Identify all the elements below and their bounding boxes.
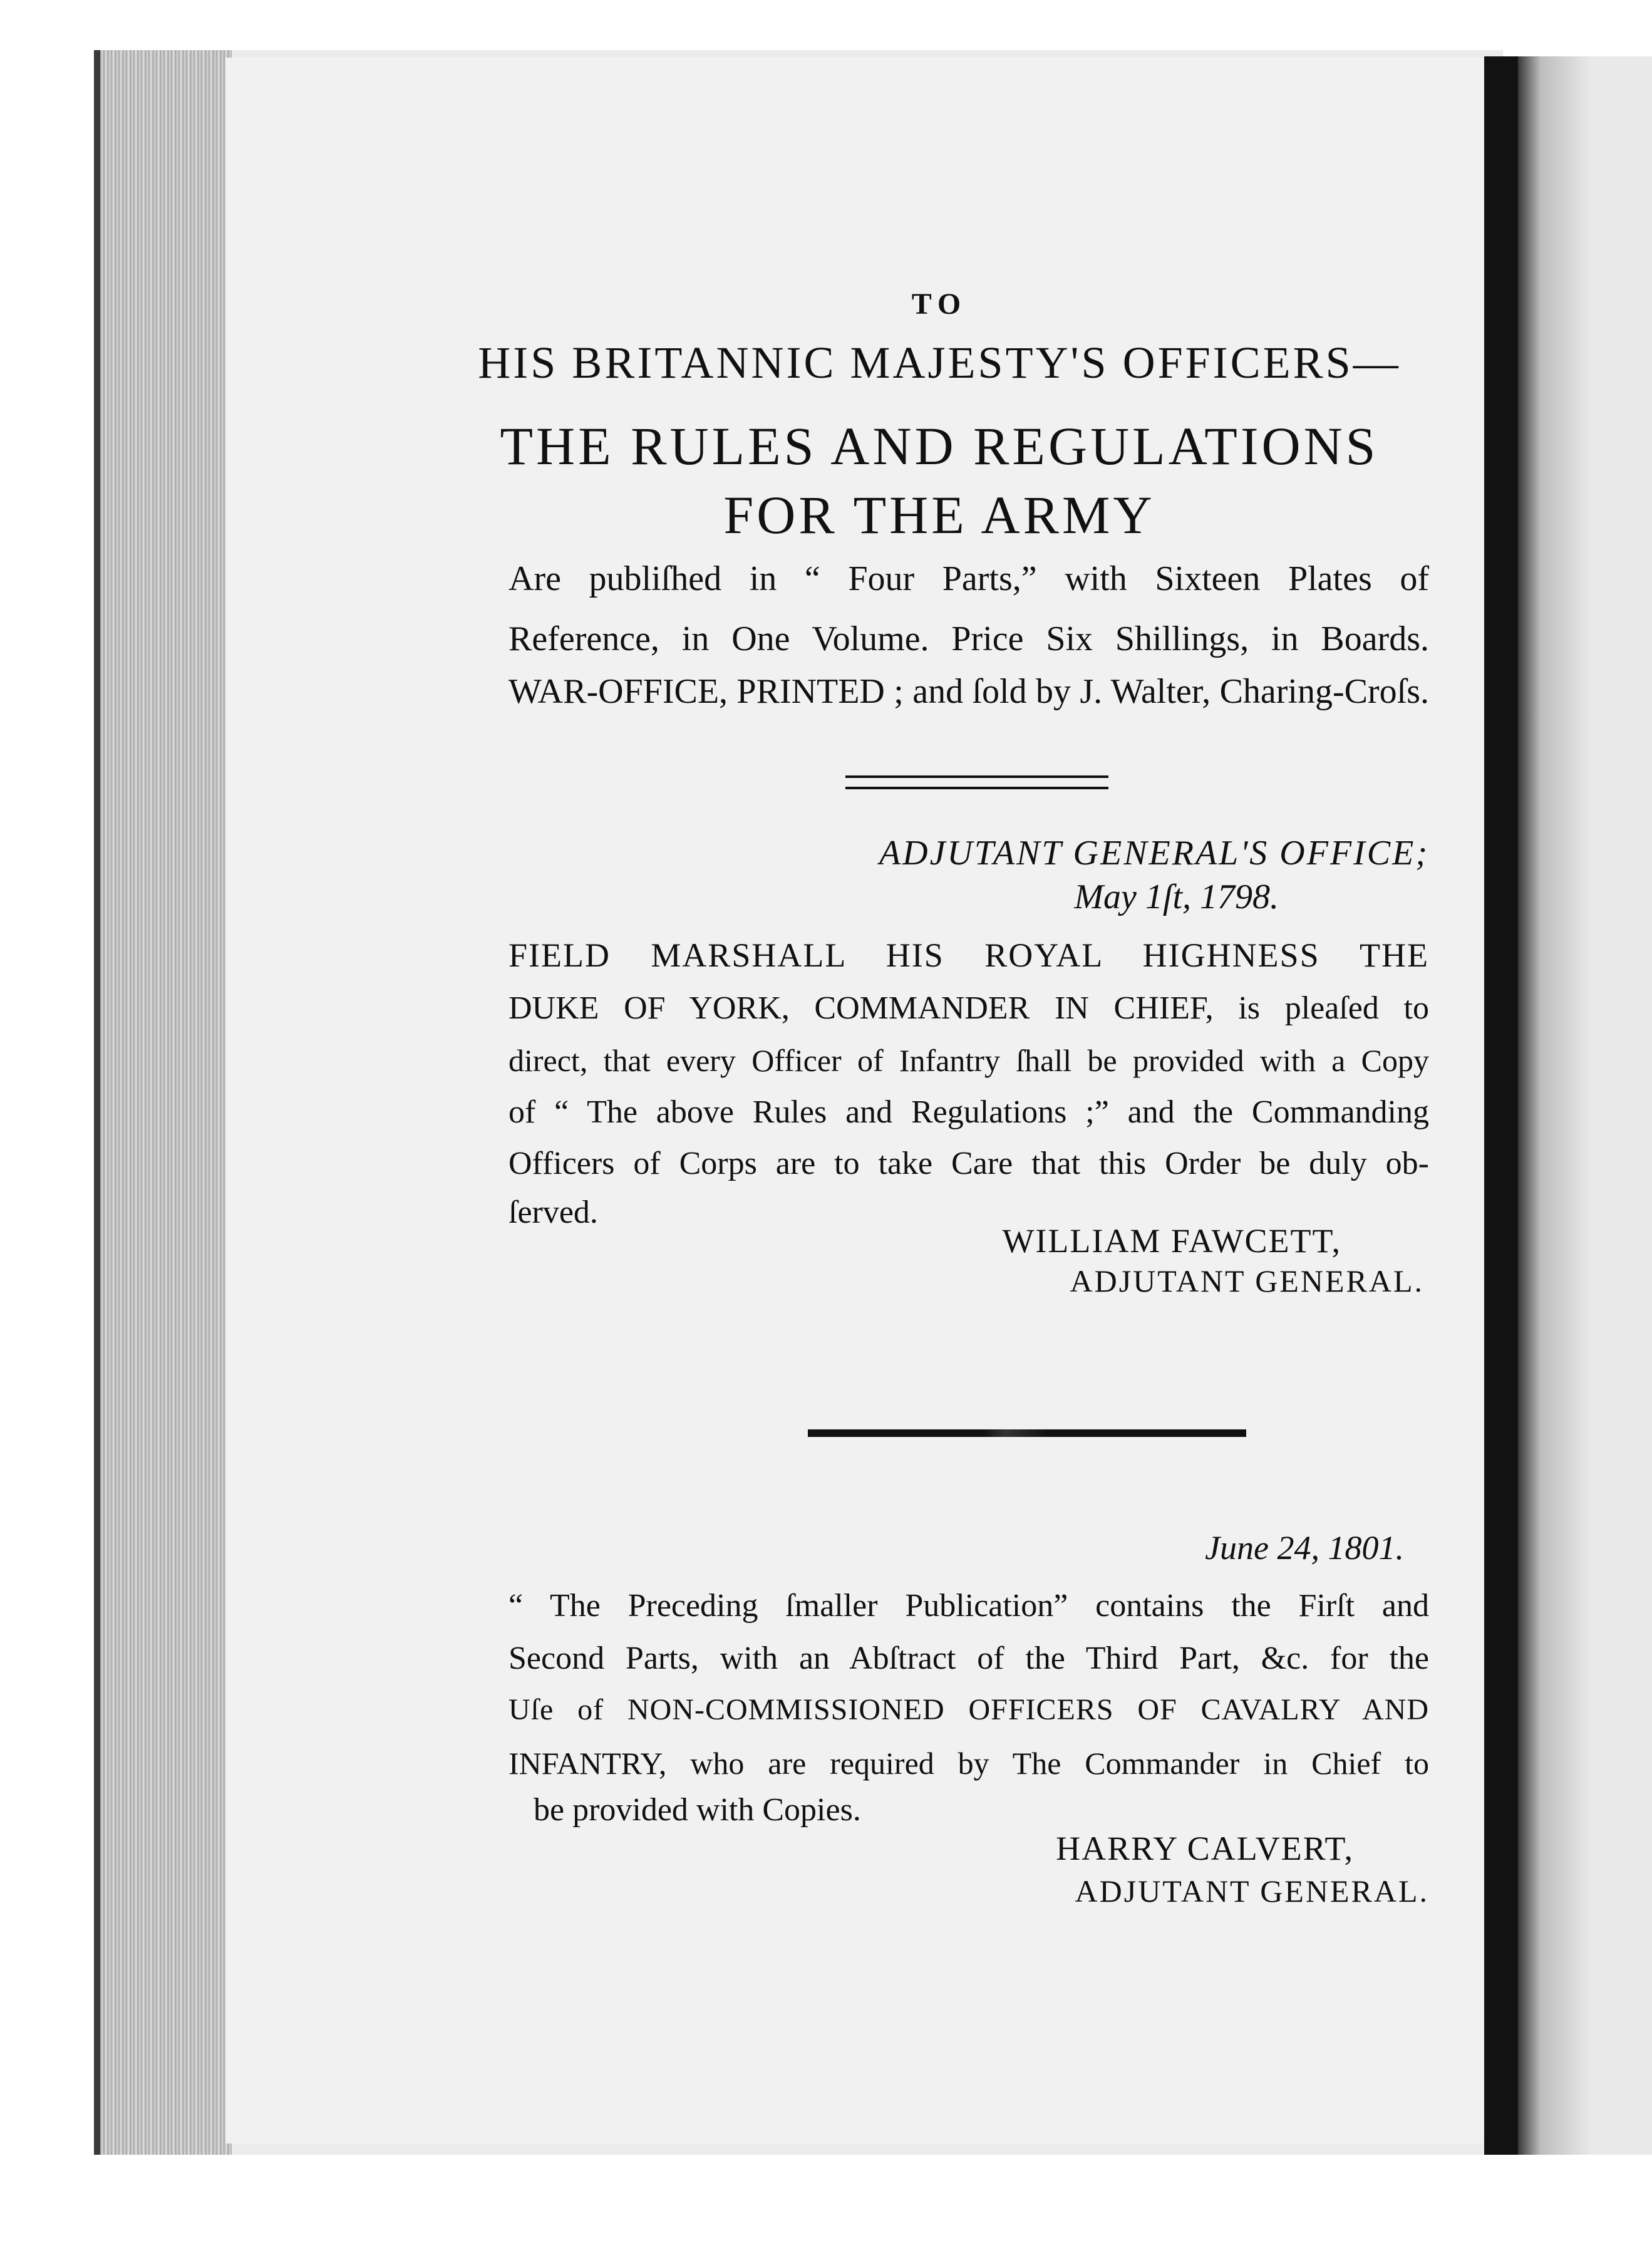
signatory-fawcett-title: ADJUTANT GENERAL.	[1070, 1263, 1424, 1298]
publication-line-2: Reference, in One Volume. Price Six Shillings, in Boards.	[509, 619, 1429, 658]
order-line-6: ſerved.	[509, 1195, 598, 1230]
notice-line-4: INFANTRY, who are required by The Commander in Chief to	[509, 1746, 1429, 1781]
notice-line-1: “ The Preceding ſmaller Publication” contains the Firſt and	[509, 1588, 1429, 1624]
facing-page-shadow	[1515, 56, 1652, 2155]
title-officers: HIS BRITANNIC MAJESTY'S OFFICERS—	[478, 338, 1401, 388]
signatory-calvert: HARRY CALVERT,	[1056, 1830, 1354, 1867]
ornamental-rule-divider	[808, 1429, 1246, 1437]
title-rules: THE RULES AND REGULATIONS	[500, 416, 1379, 476]
publication-line-1: Are publiſhed in “ Four Parts,” with Sixteen Plates of	[509, 559, 1429, 598]
notice-line-2: Second Parts, with an Abſtract of the Third Part, &c. for the	[509, 1641, 1429, 1676]
notice-line-3: Uſe of NON-COMMISSIONED OFFICERS OF CAVALRY AND	[509, 1693, 1429, 1726]
double-rule-divider	[845, 775, 1108, 789]
signatory-fawcett: WILLIAM FAWCETT,	[1002, 1222, 1341, 1260]
signatory-calvert-title: ADJUTANT GENERAL.	[1075, 1874, 1429, 1909]
page-edge	[94, 50, 232, 2155]
order-line-2: DUKE OF YORK, COMMANDER IN CHIEF, is pleaſed to	[509, 990, 1429, 1026]
order-line-3: direct, that every Officer of Infantry ſhall be provided with a Copy	[509, 1043, 1429, 1078]
order-line-5: Officers of Corps are to take Care that this Order be duly ob-	[509, 1146, 1429, 1181]
order-line-1: FIELD MARSHALL HIS ROYAL HIGHNESS THE	[509, 936, 1429, 974]
order-line-4: of “ The above Rules and Regulations ;” and the Commanding	[509, 1094, 1429, 1130]
book-gutter	[1484, 56, 1518, 2155]
notice-line-5: be provided with Copies.	[534, 1792, 861, 1828]
order-date: May 1ſt, 1798.	[1074, 878, 1279, 916]
order-office: ADJUTANT GENERAL'S OFFICE;	[879, 834, 1429, 873]
dedication-to: TO	[911, 288, 968, 321]
notice-date: June 24, 1801.	[1205, 1529, 1404, 1567]
title-army: FOR THE ARMY	[723, 485, 1155, 545]
publication-line-3: WAR-OFFICE, PRINTED ; and ſold by J. Walter, Charing-Croſs.	[509, 672, 1429, 711]
